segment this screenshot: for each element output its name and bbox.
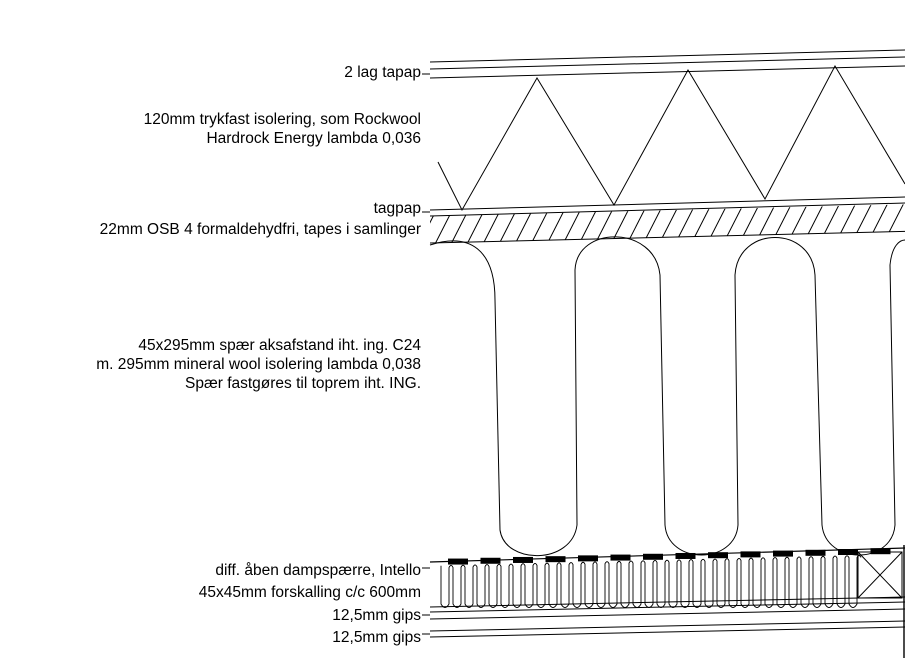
- osb-hatch-line: [560, 195, 588, 250]
- gypsum-2-top: [430, 621, 905, 631]
- tape-dash: [838, 549, 858, 555]
- tape-dash: [611, 555, 631, 561]
- osb-hatch-line: [784, 195, 812, 250]
- osb-hatch-line: [768, 195, 796, 250]
- tape-dash: [448, 559, 468, 565]
- osb-hatch-line: [704, 195, 732, 250]
- osb-hatch-line: [832, 195, 860, 250]
- felt-top-line-2: [430, 57, 905, 69]
- tape-dash: [773, 551, 793, 557]
- label-rafters: [96, 336, 421, 393]
- osb-hatch-line: [608, 195, 636, 250]
- osb-hatch-line: [592, 195, 620, 250]
- felt-line-1: [430, 197, 905, 210]
- felt-top-line-1: [430, 50, 905, 62]
- label-rafters-line-3: Spær fastgøres til toprem iht. ING.: [184, 375, 421, 392]
- tape-dash: [578, 555, 598, 561]
- osb-hatch-line: [848, 195, 876, 250]
- osb-hatch-line: [800, 195, 828, 250]
- tape-dash: [676, 553, 696, 559]
- gypsum-2-bottom: [430, 627, 905, 637]
- label-rigid-insulation-line-2: Hardrock Energy lambda 0,036: [206, 130, 421, 147]
- tape-dash: [708, 552, 728, 558]
- tape-dash: [741, 551, 761, 557]
- osb-hatch-line: [528, 195, 556, 250]
- osb-hatch-line: [512, 195, 540, 250]
- tape-dash: [643, 554, 663, 560]
- osb-hatch-line: [544, 195, 572, 250]
- label-rigid-insulation: [144, 110, 421, 148]
- osb-hatch-line: [816, 195, 844, 250]
- label-gypsum-2: 12,5mm gips: [332, 629, 421, 646]
- tape-dash: [513, 557, 533, 563]
- osb-hatch-line: [720, 195, 748, 250]
- tape-dash: [871, 548, 891, 554]
- label-gypsum-1: 12,5mm gips: [332, 607, 421, 624]
- label-roofing-felt-top: 2 lag tapap: [344, 64, 421, 81]
- tape-dash: [546, 556, 566, 562]
- label-rafters-line-2: m. 295mm mineral wool isolering lambda 0,038: [96, 356, 421, 373]
- batt-outline: [430, 237, 905, 556]
- label-rafters-line-1: 45x295mm spær aksafstand iht. ing. C24: [138, 337, 421, 354]
- label-battens: 45x45mm forskalling c/c 600mm: [198, 584, 421, 601]
- label-roofing-felt: tagpap: [373, 200, 421, 217]
- osb-hatch-line: [576, 195, 604, 250]
- rigid-insulation-zigzag: [438, 66, 905, 210]
- osb-hatch-line: [736, 195, 764, 250]
- label-osb-deck: 22mm OSB 4 formaldehydfri, tapes i samlinger: [99, 221, 421, 238]
- label-rigid-insulation-line-1: 120mm trykfast isolering, som Rockwool: [143, 111, 421, 128]
- tape-dash: [481, 558, 501, 564]
- tape-dash: [806, 550, 826, 556]
- label-vapour-barrier: diff. åben dampspærre, Intello: [215, 562, 421, 579]
- osb-bottom-line: [430, 231, 905, 243]
